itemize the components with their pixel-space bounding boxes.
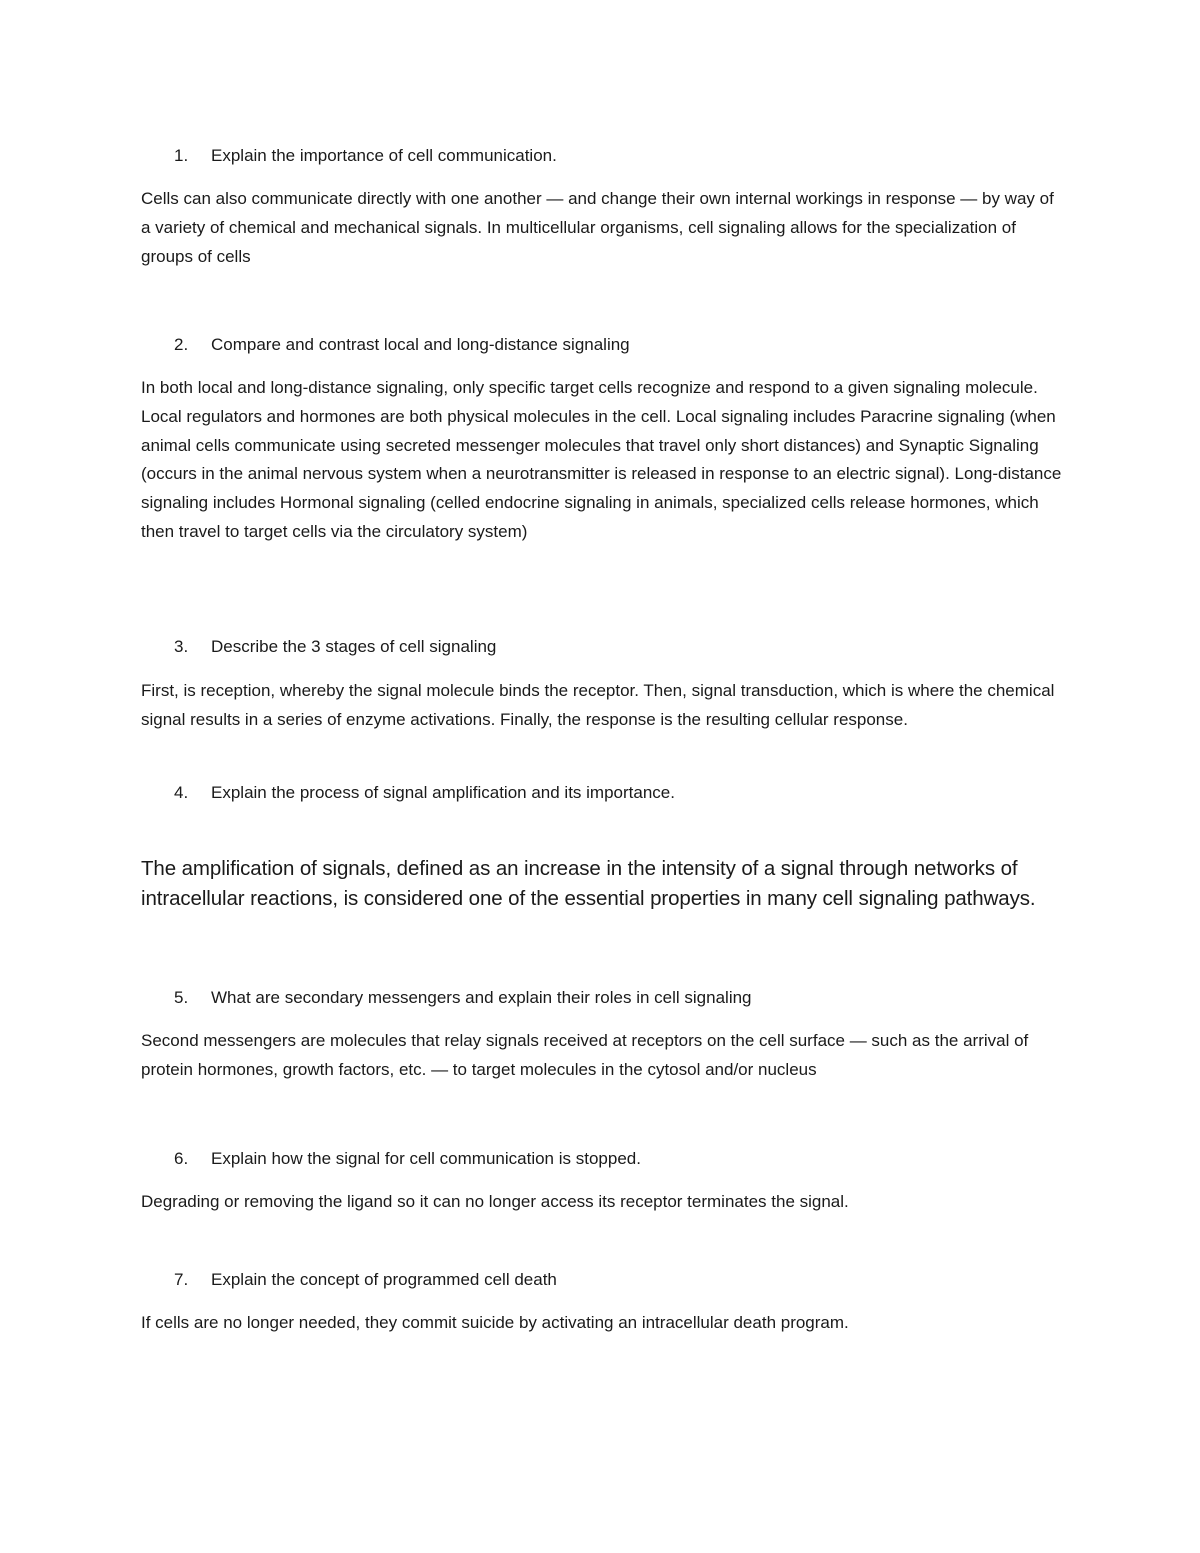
question-5-text: What are secondary messengers and explain their roles in cell signaling (211, 988, 752, 1007)
question-5-number: 5. (174, 988, 189, 1007)
question-6-text: Explain how the signal for cell communication is stopped. (211, 1149, 641, 1168)
question-7 (174, 1269, 1074, 1291)
answer-3: First, is reception, whereby the signal molecule binds the receptor. Then, signal transduction, which is where the chemical signal results in a series of enzyme activations. Finally, the response is the resulting cellular response. (141, 681, 1055, 729)
answer-1: Cells can also communicate directly with one another — and change their own internal workings in response — by way of a variety of chemical and mechanical signals. In multicellular organisms, cell signaling allows for the specialization of groups of cells (141, 189, 1054, 266)
answer-6: Degrading or removing the ligand so it can no longer access its receptor terminates the signal. (141, 1192, 849, 1211)
answer-5: Second messengers are molecules that relay signals received at receptors on the cell surface — such as the arrival of protein hormones, growth factors, etc. — to target molecules in the cytosol and/or nucleus (141, 1031, 1029, 1079)
answer-2: In both local and long-distance signaling, only specific target cells recognize and respond to a given signaling molecule. Local regulators and hormones are both physical molecules in the cell. Local signaling includes Paracrine signaling (when animal cells communicate using secreted messenger molecules that travel only short distances) and Synaptic Signaling (occurs in the animal nervous system when a neurotransmitter is released in response to an electric signal). Long-distance signaling includes Hormonal signaling (celled endocrine signaling in animals, specialized cells release hormones, which then travel to target cells via the circulatory system) (141, 378, 1062, 541)
question-7-text: Explain the concept of programmed cell death (211, 1270, 557, 1289)
question-4-number: 4. (174, 783, 189, 802)
answer-4: The amplification of signals, defined as an increase in the intensity of a signal through networks of intracellular reactions, is considered one of the essential properties in many cell signaling pathways. (141, 857, 1036, 910)
question-3-number: 3. (174, 637, 189, 656)
question-6-number: 6. (174, 1149, 189, 1168)
question-2-text: Compare and contrast local and long-distance signaling (211, 335, 630, 354)
question-2 (174, 334, 1074, 356)
question-1-text: Explain the importance of cell communication. (211, 146, 557, 165)
question-3 (174, 636, 1074, 658)
question-3-text: Describe the 3 stages of cell signaling (211, 637, 497, 656)
answer-7: If cells are no longer needed, they commit suicide by activating an intracellular death program. (141, 1313, 849, 1332)
question-6 (174, 1148, 1074, 1170)
question-2-number: 2. (174, 335, 189, 354)
question-7-number: 7. (174, 1270, 189, 1289)
question-5 (174, 987, 1074, 1009)
question-4 (174, 782, 1074, 804)
question-1 (174, 145, 1074, 167)
question-1-number: 1. (174, 146, 189, 165)
question-4-text: Explain the process of signal amplification and its importance. (211, 783, 675, 802)
